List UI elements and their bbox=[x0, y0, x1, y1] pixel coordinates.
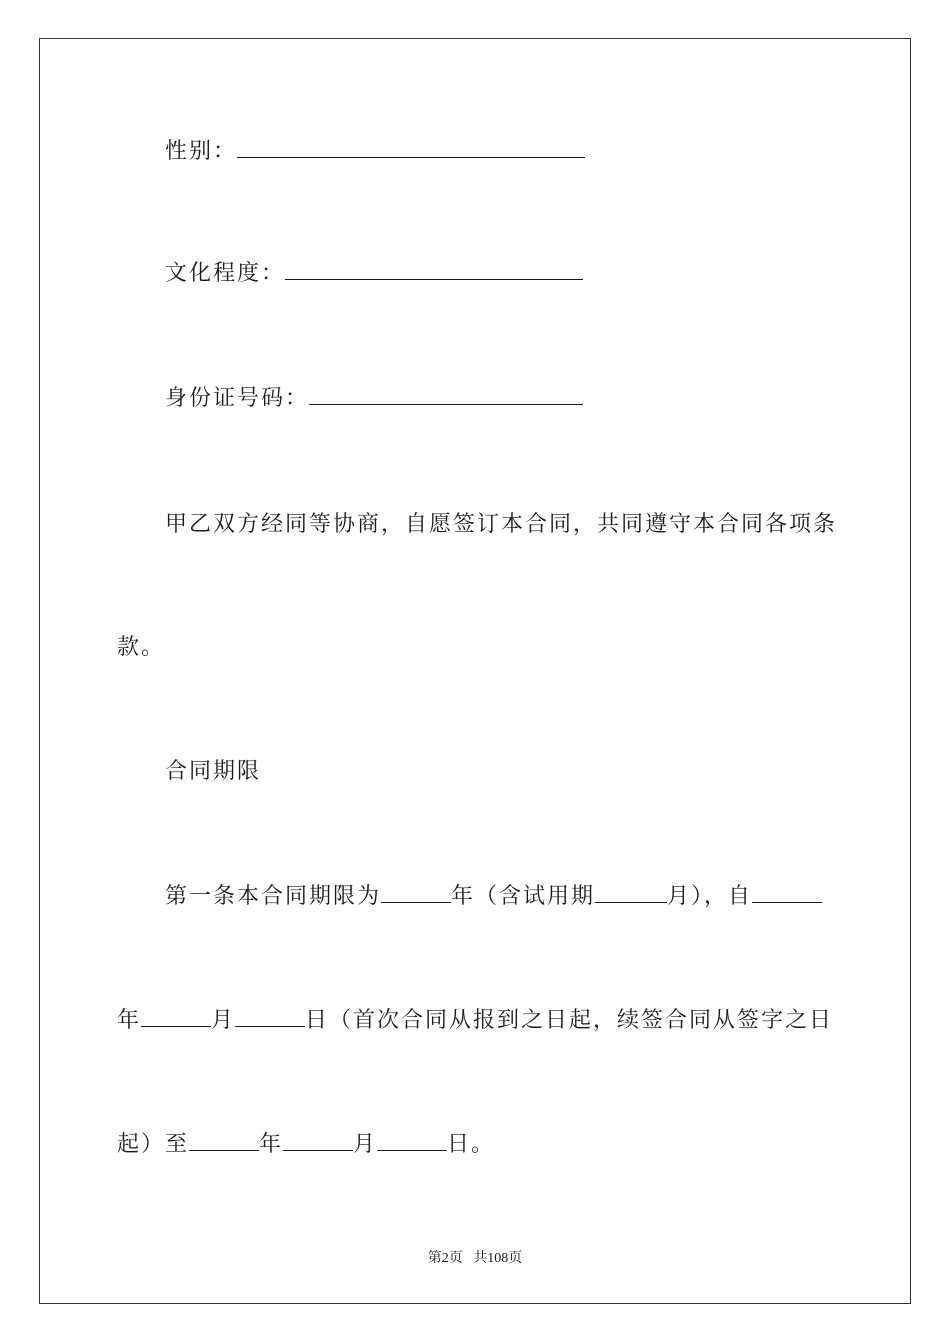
page-number: 第2页 bbox=[427, 1251, 463, 1266]
article1-line-1 bbox=[165, 882, 822, 912]
article1-line-3 bbox=[117, 1130, 495, 1160]
start-month-label: 月 bbox=[211, 1008, 236, 1033]
article1-line-2 bbox=[117, 1006, 833, 1036]
end-day-blank[interactable] bbox=[377, 1130, 447, 1151]
id-number-blank[interactable] bbox=[309, 384, 583, 405]
page-total: 共108页 bbox=[473, 1251, 523, 1266]
end-day-label: 日。 bbox=[447, 1132, 496, 1157]
gender-blank[interactable] bbox=[237, 137, 585, 158]
end-month-blank[interactable] bbox=[283, 1130, 353, 1151]
term-years-blank[interactable] bbox=[381, 882, 451, 903]
article1-text-line2: 日（首次合同从报到之日起，续签合同从签字之日 bbox=[305, 1008, 834, 1033]
start-month-blank[interactable] bbox=[141, 1006, 211, 1027]
id-number-field bbox=[165, 384, 583, 414]
start-year-blank[interactable] bbox=[752, 882, 822, 903]
end-year-blank[interactable] bbox=[189, 1130, 259, 1151]
end-month-label: 月 bbox=[353, 1132, 378, 1157]
end-year-label: 年 bbox=[259, 1132, 284, 1157]
section-title: 合同期限 bbox=[165, 759, 262, 784]
education-label: 文化程度： bbox=[165, 261, 286, 286]
education-field bbox=[165, 259, 583, 289]
article1-text-c: 月），自 bbox=[667, 884, 753, 909]
start-day-blank[interactable] bbox=[235, 1006, 305, 1027]
gender-field bbox=[165, 137, 585, 167]
id-number-label: 身份证号码： bbox=[165, 386, 310, 411]
article1-text-b: 年（含试用期 bbox=[451, 884, 596, 909]
page-footer bbox=[0, 1247, 950, 1267]
intro-line-2: 款。 bbox=[117, 635, 166, 660]
page-border bbox=[39, 38, 911, 1304]
article1-text-line3: 起）至 bbox=[117, 1132, 190, 1157]
start-year-label: 年 bbox=[117, 1008, 142, 1033]
gender-label: 性别： bbox=[165, 139, 238, 164]
probation-months-blank[interactable] bbox=[595, 882, 667, 903]
intro-line-1: 甲乙双方经同等协商，自愿签订本合同，共同遵守本合同各项条 bbox=[165, 512, 838, 537]
article1-text-a: 第一条本合同期限为 bbox=[165, 884, 382, 909]
education-blank[interactable] bbox=[285, 259, 583, 280]
